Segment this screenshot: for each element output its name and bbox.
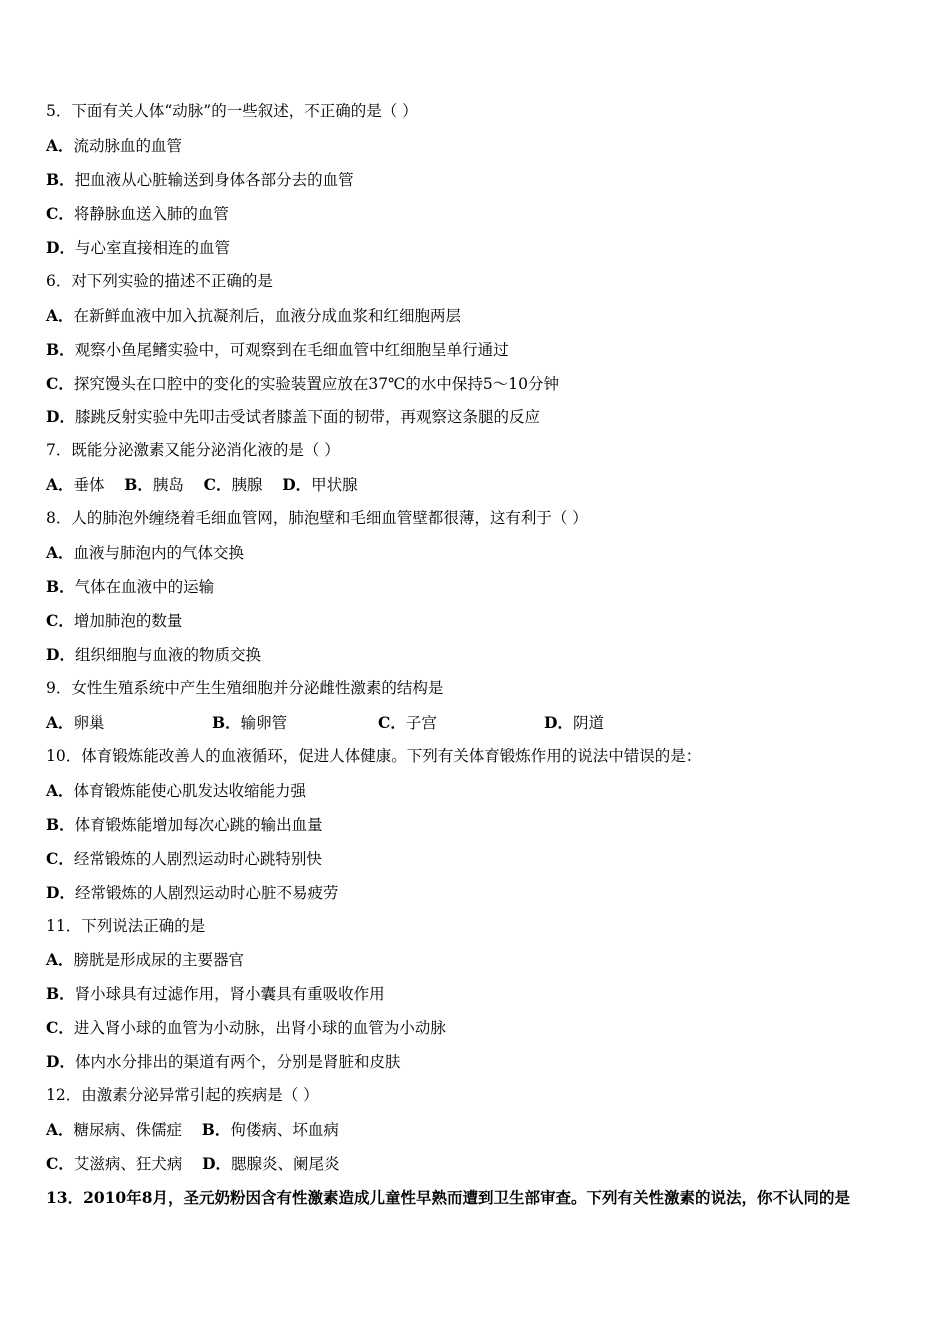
question-12-option-c: 艾滋病、狂犬病 — [73, 1155, 183, 1174]
question-5-option-c: C．将静脉血送入肺的血管 — [46, 203, 229, 223]
question-5-option-a: A．流动脉血的血管 — [46, 135, 183, 155]
question-9-options — [46, 706, 926, 740]
question-12-option-b-letter: B． — [201, 1120, 231, 1140]
question-7-option-d: 甲状腺 — [311, 476, 358, 495]
question-7-option-b-letter: B． — [124, 475, 153, 495]
exam-page — [46, 95, 926, 1215]
question-7-options — [46, 468, 926, 502]
question-12-stem: 12．由激素分泌异常引起的疾病是（ ） — [46, 1086, 319, 1105]
question-12-option-d-letter: D． — [202, 1154, 232, 1174]
question-12-option-b: 佝偻病、坏血病 — [230, 1121, 339, 1140]
question-10-option-a: A．体育锻炼能使心肌发达收缩能力强 — [46, 780, 307, 800]
question-6-option-d: D．膝跳反射实验中先叩击受试者膝盖下面的韧带，再观察这条腿的反应 — [46, 407, 540, 427]
question-9-option-d: D．阴道 — [544, 712, 604, 732]
question-6-option-c: C．探究馒头在口腔中的变化的实验装置应放在37℃的水中保持5～10分钟 — [46, 373, 559, 393]
question-13-stem: 13．2010年8月，圣元奶粉因含有性激素造成儿童性早熟而遭到卫生部审查。下列有关性激素的说法，你不认同的是 — [46, 1188, 850, 1207]
question-10-option-b: B．体育锻炼能增加每次心跳的输出血量 — [46, 814, 323, 834]
question-8-option-d: D．组织细胞与血液的物质交换 — [46, 645, 261, 664]
question-12-options-row-1 — [46, 1113, 926, 1147]
question-8-option-c: C．增加肺泡的数量 — [46, 611, 183, 631]
question-10-option-d: D．经常锻炼的人剧烈运动时心脏不易疲劳 — [46, 882, 339, 902]
question-8-stem: 8．人的肺泡外缠绕着毛细血管网，肺泡壁和毛细血管壁都很薄，这有利于（ ） — [46, 509, 588, 528]
question-12-option-a-letter: A． — [46, 1120, 74, 1140]
question-5-stem: 5．下面有关人体“动脉”的一些叙述，不正确的是（ ） — [46, 102, 418, 120]
question-11-option-b: B．肾小球具有过滤作用，肾小囊具有重吸收作用 — [46, 984, 385, 1004]
question-12-option-d: 腮腺炎、阑尾炎 — [231, 1155, 340, 1174]
question-7-stem: 7．既能分泌激素又能分泌消化液的是（ ） — [46, 441, 340, 460]
question-7-option-d-letter: D． — [282, 475, 312, 495]
question-7-option-c: 胰腺 — [231, 476, 263, 495]
question-12-option-c-letter: C． — [46, 1154, 74, 1174]
question-7-option-a: 垂体 — [73, 476, 105, 495]
question-10-option-c: C．经常锻炼的人剧烈运动时心跳特别快 — [46, 848, 322, 868]
question-8-option-b: B．气体在血液中的运输 — [46, 577, 215, 597]
question-11-stem: 11．下列说法正确的是 — [46, 916, 206, 935]
question-7-option-a-letter: A． — [46, 475, 74, 495]
question-11-option-c: C．进入肾小球的血管为小动脉，出肾小球的血管为小动脉 — [46, 1018, 446, 1038]
question-7-option-b: 胰岛 — [152, 476, 184, 495]
question-6-option-a: A．在新鲜血液中加入抗凝剂后，血液分成血浆和红细胞两层 — [46, 305, 462, 325]
question-11-option-d: D．体内水分排出的渠道有两个，分别是肾脏和皮肤 — [46, 1052, 401, 1072]
question-5-option-d: D．与心室直接相连的血管 — [46, 237, 230, 257]
question-7-option-c-letter: C． — [203, 475, 232, 495]
question-12-options-row-2 — [46, 1147, 926, 1181]
question-5-option-b: B．把血液从心脏输送到身体各部分去的血管 — [46, 169, 354, 189]
question-12-option-a: 糖尿病、侏儒症 — [73, 1121, 183, 1140]
question-8-option-a: A．血液与肺泡内的气体交换 — [46, 543, 245, 563]
question-9-option-c: C．子宫 — [378, 712, 437, 732]
question-10-stem: 10．体育锻炼能改善人的血液循环，促进人体健康。下列有关体育锻炼作用的说法中错误的是： — [46, 746, 702, 765]
question-9-stem: 9．女性生殖系统中产生生殖细胞并分泌雌性激素的结构是 — [46, 678, 444, 697]
question-11-option-a: A．膀胱是形成尿的主要器官 — [46, 950, 245, 970]
question-9-option-a: A．卵巢 — [46, 712, 105, 732]
question-6-option-b: B．观察小鱼尾鳍实验中，可观察到在毛细血管中红细胞呈单行通过 — [46, 339, 509, 359]
question-6-stem: 6．对下列实验的描述不正确的是 — [46, 271, 273, 290]
question-9-option-b: B．输卵管 — [212, 712, 288, 732]
